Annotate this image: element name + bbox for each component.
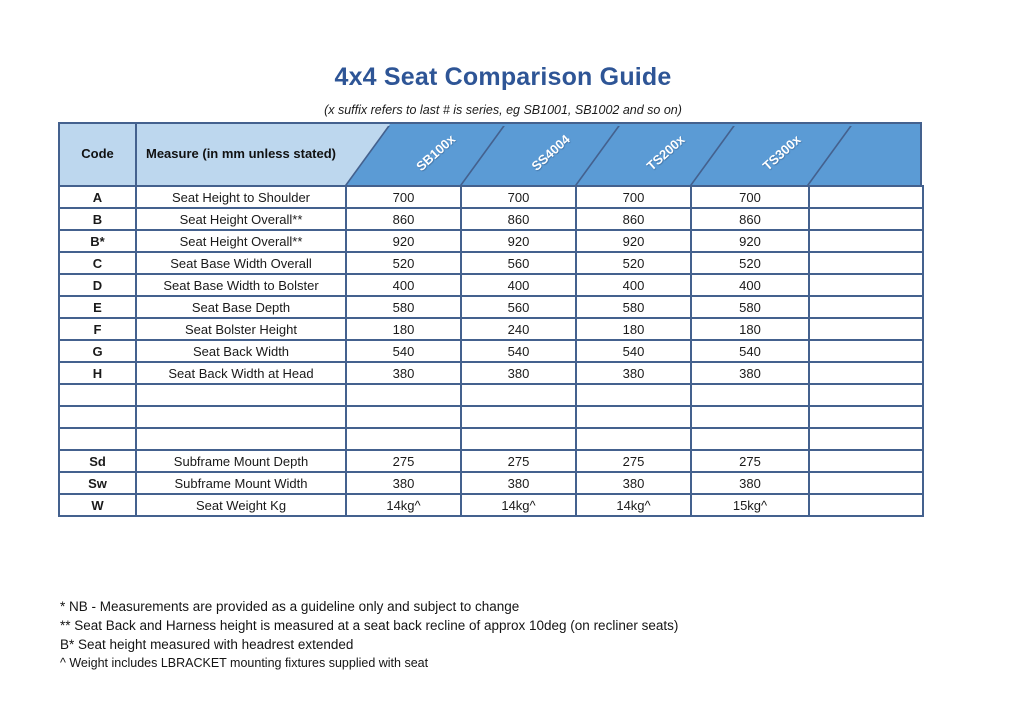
- value-cell-sb100x: [346, 384, 461, 406]
- table-row: [59, 450, 923, 472]
- code-cell: [59, 428, 136, 450]
- table-row: [59, 428, 923, 450]
- code-cell: C: [59, 252, 136, 274]
- column-header-product-ts200x: TS200x: [643, 131, 688, 174]
- value-cell-ts200x: 540: [576, 340, 691, 362]
- measure-cell: [136, 428, 346, 450]
- value-cell-sb100x: 580: [346, 296, 461, 318]
- value-cell-ts300x: [691, 384, 809, 406]
- value-cell-blank: [809, 208, 923, 230]
- measure-cell: Subframe Mount Depth: [136, 450, 346, 472]
- value-cell-blank: [809, 428, 923, 450]
- value-cell-ts200x: 380: [576, 362, 691, 384]
- value-cell-ts300x: 920: [691, 230, 809, 252]
- value-cell-blank: [809, 362, 923, 384]
- value-cell-ss4004: [461, 384, 576, 406]
- measurements-grid: [58, 185, 924, 517]
- value-cell-sb100x: 920: [346, 230, 461, 252]
- value-cell-ts200x: [576, 384, 691, 406]
- column-header-product-ts300x: TS300x: [759, 131, 804, 174]
- value-cell-ts300x: 700: [691, 186, 809, 208]
- measure-cell: Seat Weight Kg: [136, 494, 346, 516]
- value-cell-ts200x: 860: [576, 208, 691, 230]
- measure-cell: [136, 384, 346, 406]
- value-cell-ts200x: 580: [576, 296, 691, 318]
- measure-cell: Seat Base Width Overall: [136, 252, 346, 274]
- measure-cell: Seat Height to Shoulder: [136, 186, 346, 208]
- value-cell-sb100x: 180: [346, 318, 461, 340]
- value-cell-ss4004: 540: [461, 340, 576, 362]
- value-cell-blank: [809, 450, 923, 472]
- value-cell-ts300x: 860: [691, 208, 809, 230]
- code-cell: D: [59, 274, 136, 296]
- value-cell-ss4004: 380: [461, 472, 576, 494]
- value-cell-blank: [809, 494, 923, 516]
- table-row: [59, 340, 923, 362]
- value-cell-ts300x: 400: [691, 274, 809, 296]
- value-cell-blank: [809, 406, 923, 428]
- value-cell-sb100x: [346, 428, 461, 450]
- footnote: ** Seat Back and Harness height is measured at a seat back recline of approx 10deg (on recliner seats): [60, 617, 679, 633]
- code-cell: H: [59, 362, 136, 384]
- table-header-band: [58, 122, 922, 185]
- value-cell-ts300x: 275: [691, 450, 809, 472]
- code-cell: [59, 384, 136, 406]
- value-cell-ss4004: 275: [461, 450, 576, 472]
- table-row: [59, 472, 923, 494]
- code-cell: F: [59, 318, 136, 340]
- value-cell-ts300x: [691, 428, 809, 450]
- table-row: [59, 230, 923, 252]
- column-header-product-sb100x: SB100x: [413, 131, 459, 174]
- code-cell: Sd: [59, 450, 136, 472]
- code-cell: Sw: [59, 472, 136, 494]
- measure-cell: [136, 406, 346, 428]
- value-cell-ts200x: 920: [576, 230, 691, 252]
- value-cell-blank: [809, 230, 923, 252]
- value-cell-ss4004: 240: [461, 318, 576, 340]
- table-row: [59, 362, 923, 384]
- page-subtitle: (x suffix refers to last # is series, eg SB1001, SB1002 and so on): [324, 103, 682, 117]
- table-row: [59, 274, 923, 296]
- table-row: [59, 296, 923, 318]
- footnote: B* Seat height measured with headrest extended: [60, 636, 354, 652]
- code-cell: B*: [59, 230, 136, 252]
- value-cell-sb100x: 400: [346, 274, 461, 296]
- value-cell-ss4004: 920: [461, 230, 576, 252]
- value-cell-ts200x: 520: [576, 252, 691, 274]
- value-cell-ts300x: 580: [691, 296, 809, 318]
- value-cell-ss4004: [461, 406, 576, 428]
- value-cell-ts200x: 700: [576, 186, 691, 208]
- value-cell-blank: [809, 340, 923, 362]
- value-cell-sb100x: [346, 406, 461, 428]
- value-cell-ss4004: 380: [461, 362, 576, 384]
- value-cell-ss4004: 860: [461, 208, 576, 230]
- value-cell-ss4004: [461, 428, 576, 450]
- value-cell-ts300x: 380: [691, 472, 809, 494]
- table-row: [59, 494, 923, 516]
- value-cell-ss4004: 700: [461, 186, 576, 208]
- measure-cell: Seat Base Width to Bolster: [136, 274, 346, 296]
- value-cell-sb100x: 380: [346, 472, 461, 494]
- measure-cell: Seat Back Width: [136, 340, 346, 362]
- value-cell-ts300x: 520: [691, 252, 809, 274]
- value-cell-ts300x: 540: [691, 340, 809, 362]
- table-row: [59, 384, 923, 406]
- table-row: [59, 186, 923, 208]
- measure-cell: Seat Height Overall**: [136, 208, 346, 230]
- value-cell-sb100x: 540: [346, 340, 461, 362]
- value-cell-ts200x: 180: [576, 318, 691, 340]
- measure-cell: Seat Back Width at Head: [136, 362, 346, 384]
- value-cell-ts200x: 380: [576, 472, 691, 494]
- measure-cell: Seat Base Depth: [136, 296, 346, 318]
- measure-cell: Subframe Mount Width: [136, 472, 346, 494]
- footnote: ^ Weight includes LBRACKET mounting fixtures supplied with seat: [60, 656, 429, 671]
- code-cell: B: [59, 208, 136, 230]
- value-cell-ss4004: 400: [461, 274, 576, 296]
- page-title: 4x4 Seat Comparison Guide: [334, 63, 672, 91]
- value-cell-blank: [809, 274, 923, 296]
- column-header-code: Code: [81, 146, 114, 161]
- value-cell-blank: [809, 384, 923, 406]
- value-cell-ss4004: 560: [461, 296, 576, 318]
- value-cell-ts300x: 380: [691, 362, 809, 384]
- value-cell-ts200x: 275: [576, 450, 691, 472]
- table-row: [59, 406, 923, 428]
- table-row: [59, 252, 923, 274]
- value-cell-blank: [809, 296, 923, 318]
- value-cell-ts300x: 180: [691, 318, 809, 340]
- value-cell-sb100x: 275: [346, 450, 461, 472]
- code-cell: E: [59, 296, 136, 318]
- comparison-table: [58, 122, 922, 517]
- value-cell-ss4004: 560: [461, 252, 576, 274]
- value-cell-ss4004: 14kg^: [461, 494, 576, 516]
- value-cell-ts200x: 400: [576, 274, 691, 296]
- value-cell-blank: [809, 186, 923, 208]
- value-cell-sb100x: 380: [346, 362, 461, 384]
- value-cell-ts300x: 15kg^: [691, 494, 809, 516]
- value-cell-blank: [809, 252, 923, 274]
- value-cell-ts200x: [576, 406, 691, 428]
- value-cell-blank: [809, 318, 923, 340]
- value-cell-sb100x: 14kg^: [346, 494, 461, 516]
- footnote: * NB - Measurements are provided as a guideline only and subject to change: [60, 599, 520, 614]
- footnotes: [60, 598, 960, 673]
- table-row: [59, 208, 923, 230]
- table-row: [59, 318, 923, 340]
- value-cell-sb100x: 860: [346, 208, 461, 230]
- value-cell-sb100x: 700: [346, 186, 461, 208]
- column-header-measure: Measure (in mm unless stated): [146, 146, 336, 161]
- value-cell-ts200x: [576, 428, 691, 450]
- code-cell: [59, 406, 136, 428]
- measure-cell: Seat Bolster Height: [136, 318, 346, 340]
- value-cell-ts200x: 14kg^: [576, 494, 691, 516]
- value-cell-ts300x: [691, 406, 809, 428]
- column-header-product-ss4004: SS4004: [528, 131, 573, 174]
- code-cell: G: [59, 340, 136, 362]
- value-cell-sb100x: 520: [346, 252, 461, 274]
- value-cell-blank: [809, 472, 923, 494]
- code-cell: W: [59, 494, 136, 516]
- measure-cell: Seat Height Overall**: [136, 230, 346, 252]
- code-cell: A: [59, 186, 136, 208]
